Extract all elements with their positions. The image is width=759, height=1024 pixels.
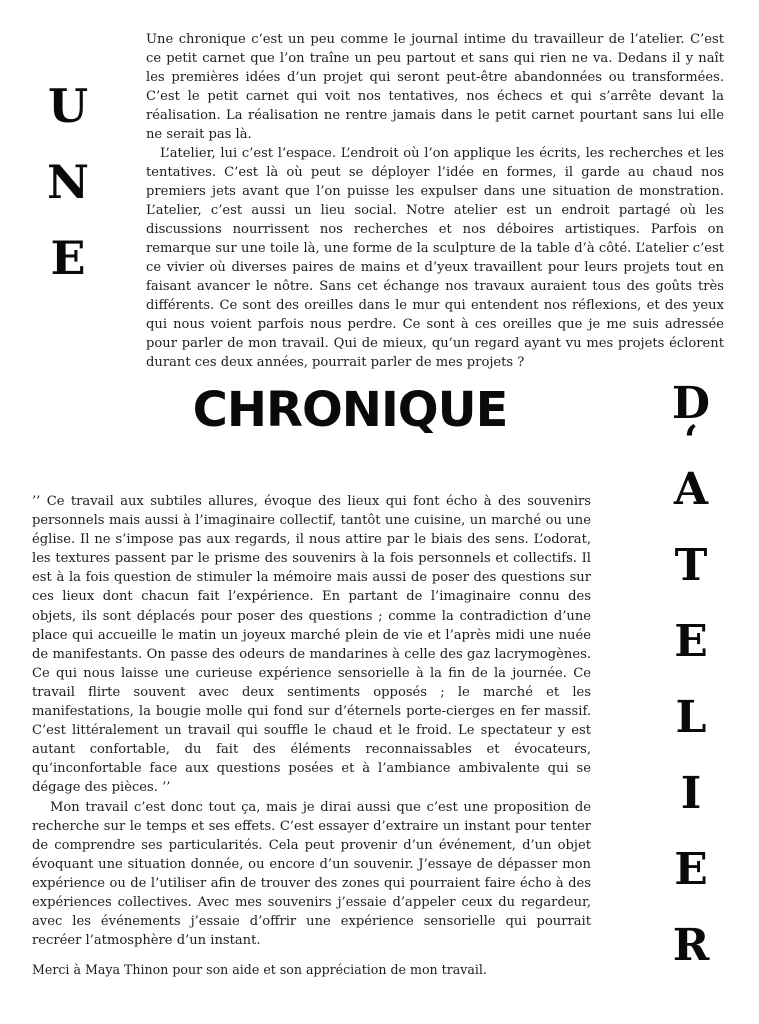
intro-paragraph: Une chronique c’est un peu comme le journal intime du travailleur de l’atelier. C’est ce petit carnet que l’on traîne un peu partout et sans qui rien ne va. Dedans il y naît les premières idées d’un projet qui seront peut-être abandonnées ou transformées. C’est le petit carnet qui voit nos tentatives, nos échecs et qui s’arrête devant la réalisation. La réalisation ne rentre jamais dans le petit carnet pourtant sans lui elle ne serait pas là. bbox=[146, 32, 724, 142]
title-letter: E bbox=[674, 616, 708, 667]
title-letter: N bbox=[46, 155, 90, 209]
body-paragraph: Mon travail c’est donc tout ça, mais je dirai aussi que c’est une proposition de recherche sur le temps et ses effets. C’est essayer d’extraire un instant pour tenter de comprendre ses particularités. Cela peut provenir d’un événement, d’un objet évoquant une situation donnée, ou encore d’un souvenir. J’essaye de dépasser mon expérience ou de l’utiliser afin de trouver des zones qui pourraient faire écho à des expériences collectives. Avec mes souvenirs j’essaie d’appeler ceux du regardeur, avec les événements j’essaie d’offrir une expérience sensorielle qui pourrait recréer l’atmosphère d’un instant. bbox=[32, 799, 591, 949]
title-letter: E bbox=[50, 231, 86, 285]
vertical-title-une bbox=[38, 68, 98, 296]
title-letter: U bbox=[47, 79, 89, 133]
vertical-title-datelier bbox=[655, 378, 727, 984]
title-letter: A bbox=[673, 464, 709, 515]
title-letter: D bbox=[671, 378, 711, 429]
title-letter: T bbox=[674, 540, 708, 591]
body-text bbox=[32, 492, 591, 950]
quote-paragraph: ’’ Ce travail aux subtiles allures, évoque des lieux qui font écho à des souvenirs personnels mais aussi à l’imaginaire collectif, tantôt une cuisine, un marché ou une église. Il ne s’impose pas aux regards, il nous attire par le biais des sens. L’odorat, les textures passent par le prisme des souvenirs à la fois personnels et collectifs. Il est à la fois question de stimuler la mémoire mais aussi de poser des questions sur ces lieux dont chacun fait l’expérience. En partant de l’imaginaire connu des objets, ils sont déplacés pour poser des questions ; comme la contradiction d’une place qui accueille le matin un joyeux marché plein de vie et l’après midi une nuée de manifestants. On passe des odeurs de mandarines à celle des gaz lacrymogènes. Ce qui nous laisse une curieuse expérience sensorielle à la fin de la journée. Ce travail flirte souvent avec deux sentiments opposés ; le marché et les manifestations, la bougie molle qui fond sur d’éternels porte-cierges en fer massif. C’est littéralement un travail qui souffle le chaud et le froid. Le spectateur y est autant confortable, du fait des éléments reconnaissables et évocateurs, qu’inconfortable face aux questions posées et à l’ambiance ambivalente qui se dégage des pièces. ’’ bbox=[32, 494, 591, 796]
title-letter: R bbox=[672, 920, 710, 971]
title-chronique: CHRONIQUE bbox=[192, 382, 508, 438]
title-letter: I bbox=[680, 768, 702, 819]
intro-text bbox=[146, 30, 724, 372]
title-apostrophe: ‘ bbox=[684, 417, 698, 464]
title-letter: L bbox=[675, 692, 707, 743]
acknowledgement: Merci à Maya Thinon pour son aide et son appréciation de mon travail. bbox=[32, 962, 487, 977]
title-letter: E bbox=[674, 844, 708, 895]
intro-paragraph: L’atelier, lui c’est l’espace. L’endroit où l’on applique les écrits, les recherches et les tentatives. C’est là où peut se déployer l’idée en formes, il garde au chaud nos premiers jets avant que l’on puisse les expulser dans une situation de monstration. L’atelier, c’est aussi un lieu social. Notre atelier est un endroit partagé où les discussions nourrissent nos recherches et nos déboires artistiques. Parfois on remarque sur une toile là, une forme de la sculpture de la table d’à côté. L’atelier c’est ce vivier où diverses paires de mains et d’yeux travaillent pour leurs projets tout en faisant avancer le nôtre. Sans cet échange nos travaux auraient tous des goûts très différents. Ce sont des oreilles dans le mur qui entendent nos réflexions, et des yeux qui nous voient parfois nous perdre. Ce sont à ces oreilles que je me suis adressée pour parler de mon travail. Qui de mieux, qu’un regard ayant vu mes projets éclorent durant ces deux années, pourrait parler de mes projets ? bbox=[146, 146, 724, 370]
